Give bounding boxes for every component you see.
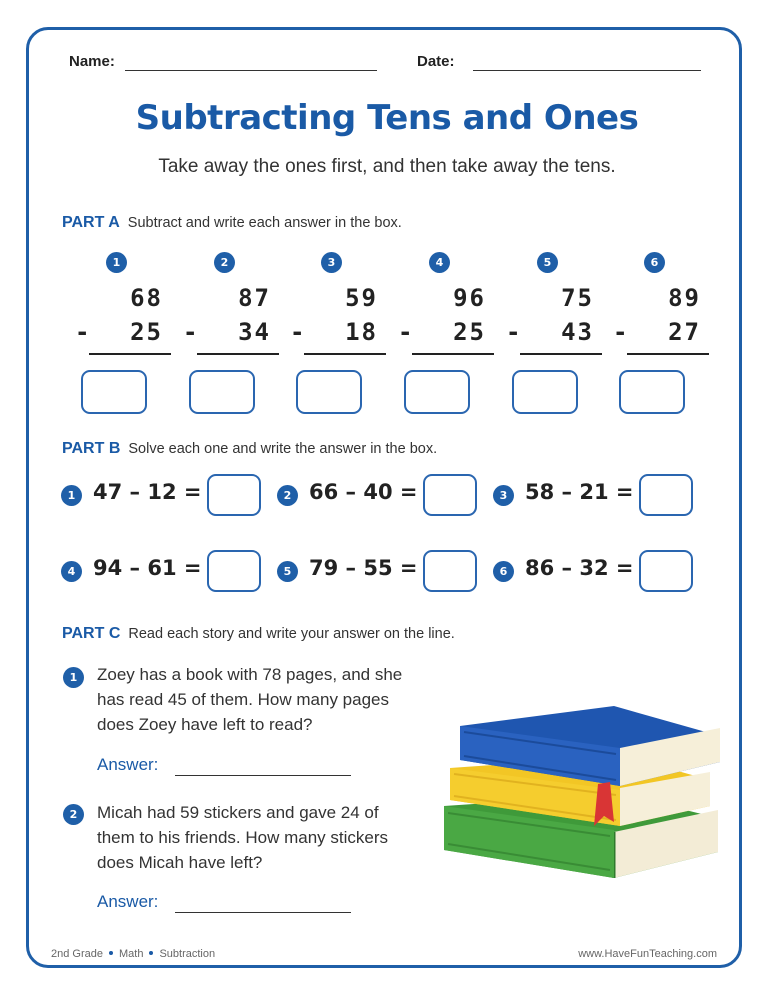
number-badge: 4 [429, 252, 450, 273]
horizontal-problem-1 [61, 474, 267, 516]
minuend: 96 [453, 284, 486, 312]
story-1-badge: 1 [63, 667, 84, 688]
vertical-problem-5-body [506, 284, 602, 434]
story-2-text: Micah had 59 stickers and gave 24 of them to his friends. How many stickers does Micah have left? [97, 803, 388, 872]
minuend: 75 [561, 284, 594, 312]
answer-box[interactable] [81, 370, 147, 414]
story-1-text: Zoey has a book with 78 pages, and she has read 45 of them. How many pages does Zoey have left to read? [97, 665, 403, 734]
equation: 66 – 40 = [309, 480, 418, 504]
name-line[interactable] [125, 70, 377, 71]
number-badge: 2 [277, 485, 298, 506]
answer-box[interactable] [619, 370, 685, 414]
part-c-instruction: Read each story and write your answer on the line. [128, 626, 455, 642]
number-badge: 1 [106, 252, 127, 273]
subtrahend: 27 [668, 318, 701, 346]
bullet-icon [149, 951, 153, 955]
subtrahend: 25 [130, 318, 163, 346]
answer-box[interactable] [423, 474, 477, 516]
minus-sign: - [75, 318, 90, 346]
horizontal-problem-5 [277, 550, 483, 592]
answer-rule [304, 353, 386, 355]
story-2-badge: 2 [63, 804, 84, 825]
equation: 86 – 32 = [525, 556, 634, 580]
answer-rule [520, 353, 602, 355]
part-b-label: PART B [62, 440, 121, 457]
number-badge: 2 [214, 252, 235, 273]
subtrahend: 18 [345, 318, 378, 346]
answer-rule [412, 353, 494, 355]
equation: 79 – 55 = [309, 556, 418, 580]
minus-sign: - [506, 318, 521, 346]
minus-sign: - [613, 318, 628, 346]
minuend: 89 [668, 284, 701, 312]
answer-rule [89, 353, 171, 355]
answer-box[interactable] [404, 370, 470, 414]
worksheet-subtitle: Take away the ones first, and then take away the tens. [158, 156, 616, 177]
part-a-instruction: Subtract and write each answer in the box. [127, 215, 402, 231]
equation: 47 – 12 = [93, 480, 202, 504]
minus-sign: - [398, 318, 413, 346]
worksheet-title: Subtracting Tens and Ones [135, 98, 639, 138]
story-1-answer-label: Answer: [97, 755, 159, 774]
vertical-problem-3-body [290, 284, 386, 434]
footer-tags [51, 948, 215, 960]
number-badge: 5 [537, 252, 558, 273]
minus-sign: - [183, 318, 198, 346]
bullet-icon [109, 951, 113, 955]
number-badge: 4 [61, 561, 82, 582]
part-a-problems [29, 252, 745, 412]
answer-box[interactable] [296, 370, 362, 414]
vertical-problem-1-body [75, 284, 171, 434]
answer-rule [627, 353, 709, 355]
footer-grade: 2nd Grade [51, 948, 103, 960]
part-c-label: PART C [62, 625, 121, 642]
equation: 94 – 61 = [93, 556, 202, 580]
subtrahend: 43 [561, 318, 594, 346]
story-2-answer-line[interactable] [175, 912, 351, 913]
footer-subject: Math [118, 948, 144, 960]
answer-box[interactable] [423, 550, 477, 592]
part-a-label: PART A [62, 214, 120, 231]
answer-rule [197, 353, 279, 355]
horizontal-problem-4 [61, 550, 267, 592]
subtrahend: 34 [238, 318, 271, 346]
footer-topic: Subtraction [159, 948, 216, 960]
number-badge: 1 [61, 485, 82, 506]
minuend: 59 [345, 284, 378, 312]
answer-box[interactable] [207, 550, 261, 592]
number-badge: 5 [277, 561, 298, 582]
stacked-books-illustration [434, 698, 724, 882]
answer-box[interactable] [639, 474, 693, 516]
minus-sign: - [290, 318, 305, 346]
part-c-heading [62, 625, 455, 643]
number-badge: 3 [493, 485, 514, 506]
equation: 58 – 21 = [525, 480, 634, 504]
story-1-answer-line[interactable] [175, 775, 351, 776]
story-2-answer-label: Answer: [97, 892, 159, 911]
vertical-problem-2-body [183, 284, 279, 434]
minuend: 87 [238, 284, 271, 312]
footer-site[interactable]: www.HaveFunTeaching.com [578, 948, 717, 960]
part-b-instruction: Solve each one and write the answer in the box. [128, 441, 438, 457]
number-badge: 6 [644, 252, 665, 273]
horizontal-problem-6 [493, 550, 699, 592]
worksheet [26, 27, 742, 968]
vertical-problem-6-body [613, 284, 709, 434]
subtrahend: 25 [453, 318, 486, 346]
minuend: 68 [130, 284, 163, 312]
number-badge: 3 [321, 252, 342, 273]
horizontal-problem-3 [493, 474, 699, 516]
date-line[interactable] [473, 70, 701, 71]
answer-box[interactable] [639, 550, 693, 592]
horizontal-problem-2 [277, 474, 483, 516]
answer-box[interactable] [189, 370, 255, 414]
name-label: Name: [69, 53, 115, 70]
number-badge: 6 [493, 561, 514, 582]
answer-box[interactable] [512, 370, 578, 414]
part-b-heading [62, 440, 437, 458]
vertical-problem-4-body [398, 284, 494, 434]
part-a-heading [62, 214, 402, 232]
date-label: Date: [417, 53, 455, 70]
answer-box[interactable] [207, 474, 261, 516]
